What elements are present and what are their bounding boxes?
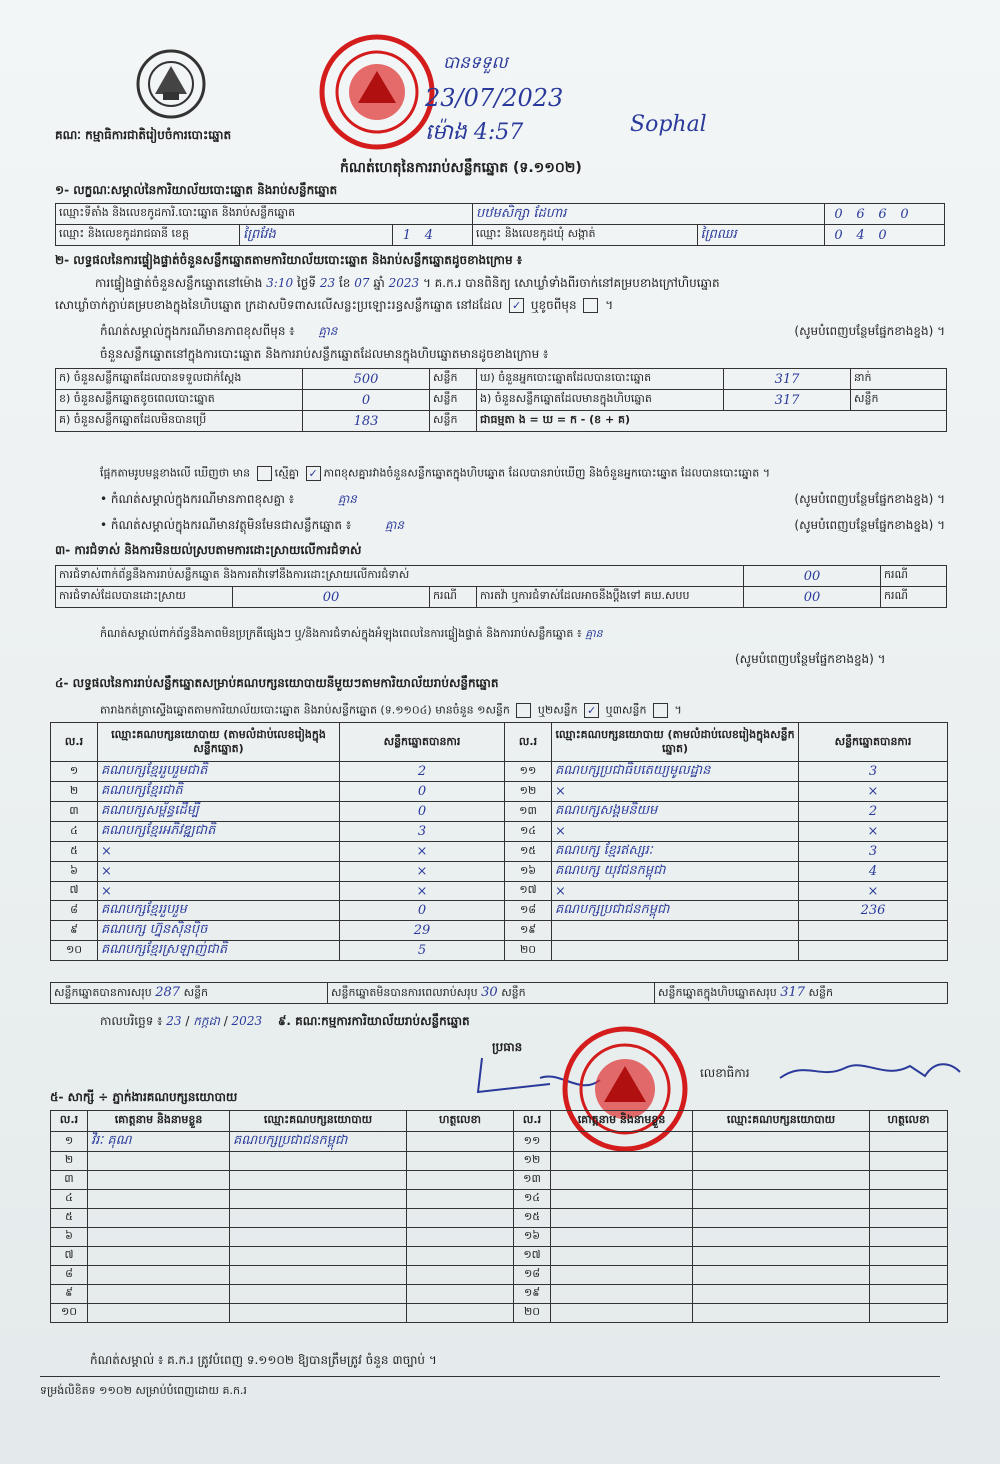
witness-name (551, 1171, 693, 1190)
secretary-label: លេខាធិការ (700, 1066, 750, 1080)
witness-signature (407, 1228, 514, 1247)
totals-table (50, 982, 948, 1004)
row-no: ១១ (505, 762, 552, 782)
valid-votes (799, 941, 948, 961)
province-label: ឈ្មោះ និងលេខកូដរាជធានី ខេត្ត (56, 225, 240, 246)
results-row (51, 921, 948, 941)
party-name: គណបក្សប្រជាជនកម្ពុជា (552, 901, 799, 921)
witness-signature (407, 1247, 514, 1266)
witness-name (551, 1228, 693, 1247)
row-no: ៤ (51, 822, 98, 842)
complaints-table (55, 565, 947, 608)
witness-party (693, 1132, 870, 1152)
foreign-object-note-value: គ្មាន (384, 518, 405, 532)
witness-name (551, 1209, 693, 1228)
witness-party (230, 1247, 407, 1266)
row-no: ១៦ (514, 1228, 551, 1247)
two-sheets-checkbox[interactable]: ✓ (584, 703, 599, 718)
col-no: ល.រ (514, 1111, 551, 1132)
party-name: គណបក្ស ខ្មែរឥស្សរៈ (552, 842, 799, 862)
row-no: ១៨ (514, 1266, 551, 1285)
received-ballots-label: ក) ចំនួនសន្លឹកឆ្នោតដែលបានទទួលជាក់ស្ដែង (56, 369, 303, 390)
col-party: ឈ្មោះគណបក្សនយោបាយ (តាមលំដាប់លេខរៀងក្នុងសន្លឹកឆ្នោត) (98, 723, 340, 762)
formula: ជាធម្មតា ង = ឃ = ក - (ខ + គ) (477, 411, 947, 432)
valid-votes (799, 921, 948, 941)
results-row (51, 762, 948, 782)
valid-votes: 3 (799, 762, 948, 782)
irregularity-note-value: គ្មាន (585, 627, 603, 640)
witness-row (51, 1171, 948, 1190)
valid-votes: 4 (799, 862, 948, 882)
row-no: ១៤ (505, 822, 552, 842)
party-name: គណបក្សប្រជាធិបតេយ្យមូលដ្ឋាន (552, 762, 799, 782)
row-no: ៩ (51, 1285, 88, 1304)
witness-name (88, 1285, 230, 1304)
witness-party (693, 1228, 870, 1247)
commune-value: ព្រៃឈរ (697, 225, 824, 246)
unit-label: នាក់ (851, 369, 947, 390)
ballots-in-box-value: 317 (724, 390, 851, 411)
witness-signature (870, 1152, 948, 1171)
row-no: ៨ (51, 901, 98, 921)
intact-checkbox[interactable]: ✓ (509, 298, 524, 313)
witness-party (693, 1247, 870, 1266)
witness-party (230, 1266, 407, 1285)
col-party: ឈ្មោះគណបក្សនយោបាយ (693, 1111, 870, 1132)
witness-row (51, 1190, 948, 1209)
col-name: គោត្តនាម និងនាមខ្លួន (88, 1111, 230, 1132)
commune-code: 0 4 0 (824, 225, 945, 246)
footer-note: កំណត់សម្គាល់ ៖ គ.ក.រ ត្រូវបំពេញ ទ.១១០២ ឱ្យបានត្រឹមត្រូវ ចំនួន ៣ច្បាប់ ។ (90, 1353, 437, 1367)
count-intro: ចំនួនសន្លឹកឆ្នោតនៅក្នុងការបោះឆ្នោត និងការរាប់សន្លឹកឆ្នោតដែលមានក្នុងហិបឆ្នោតមានដូចខាងក្រោម ៖ (100, 347, 549, 361)
received-time: ម៉ោង 4:57 (425, 120, 524, 145)
valid-votes: 236 (799, 901, 948, 921)
witness-signature (870, 1190, 948, 1209)
witness-signature (870, 1228, 948, 1247)
witness-signature (407, 1304, 514, 1323)
witness-name (88, 1209, 230, 1228)
verification-day: 23 (319, 276, 336, 290)
row-no: ១៧ (505, 882, 552, 901)
witness-row (51, 1228, 948, 1247)
witness-name (551, 1247, 693, 1266)
witness-name (551, 1285, 693, 1304)
committee-label: ៩. គណៈកម្មការការិយាល័យរាប់សន្លឹកឆ្នោត (277, 1014, 470, 1028)
witness-signature (870, 1285, 948, 1304)
row-no: ២០ (505, 941, 552, 961)
row-no: ១៣ (514, 1171, 551, 1190)
commune-label: ឈ្មោះ និងលេខកូដឃុំ សង្កាត់ (473, 225, 698, 246)
witness-name (88, 1228, 230, 1247)
damaged-checkbox[interactable] (583, 298, 598, 313)
voters-label: ឃ) ចំនួនអ្នកបោះឆ្នោតដែលបានបោះឆ្នោត (477, 369, 724, 390)
witness-signature (407, 1171, 514, 1190)
fill-hint: (សូមបំពេញបន្ថែមផ្នែកខាងខ្នង) ។ (735, 652, 886, 666)
official-stamp-icon (318, 33, 436, 151)
case-unit: ករណី (430, 587, 477, 608)
unit-label: សន្លឹក (430, 390, 477, 411)
verification-line: ការផ្ទៀងផ្ទាត់ចំនួនសន្លឹកឆ្នោតនៅម៉ោង 3:10 ថ្ងៃទី 23 ខែ 07 ឆ្នាំ 2023 ។ គ.ក.រ បានពិនិត្យ សោឃ្លាំទាំងពីរចាក់នៅគម្របខាងក្រៅហិបឆ្នោត (95, 276, 720, 290)
witness-row (51, 1285, 948, 1304)
valid-votes: 3 (340, 822, 505, 842)
witness-name (551, 1304, 693, 1323)
received-label: បានទទួល (443, 53, 508, 73)
witness-signature (870, 1132, 948, 1152)
row-no: ១៣ (505, 802, 552, 822)
row-no: ១៧ (514, 1247, 551, 1266)
valid-votes: × (340, 882, 505, 901)
total-invalid: សន្លឹកឆ្នោតមិនបានការពេលរាប់សរុប 30 សន្លឹក (328, 983, 655, 1004)
row-no: ១៩ (505, 921, 552, 941)
seal-note-line: កំណត់សម្គាល់ក្នុងករណីមានភាពខុសពីមុន ៖ គ្មាន (សូមបំពេញបន្ថែមផ្នែកខាងខ្នង) ។ (100, 324, 945, 338)
witness-row (51, 1209, 948, 1228)
date-line: កាលបរិច្ឆេទ ៖ 23 / កក្កដា / 2023 ៩. គណៈកម្មការការិយាល័យរាប់សន្លឹកឆ្នោត (100, 1014, 470, 1028)
valid-votes: 3 (799, 842, 948, 862)
spoiled-ballots-value: 0 (303, 390, 430, 411)
witness-party (693, 1190, 870, 1209)
party-name: × (98, 882, 340, 901)
total-in-box-value: 317 (780, 984, 806, 1000)
unit-label: សន្លឹក (851, 390, 947, 411)
valid-votes: 2 (340, 762, 505, 782)
date-year: 2023 (231, 1014, 263, 1028)
witness-party (230, 1304, 407, 1323)
voters-value: 317 (724, 369, 851, 390)
tally-sheets-line: តារាងកត់ត្រាស្ទើងឆ្នោតតាមការិយាល័យបោះឆ្នោត និងរាប់សន្លឹកឆ្នោត (ទ.១១០៤) មានចំនួន ១សន្លឹក ឬ២សន្លឹក ✓ ឬ៣សន្លឹក ។ (100, 703, 682, 717)
results-row (51, 802, 948, 822)
witness-party (230, 1152, 407, 1171)
foreign-object-note: • កំណត់សម្គាល់ក្នុងករណីមានវត្ថុមិនមែនជាសន្លឹកឆ្នោត ៖ គ្មាន (សូមបំពេញបន្ថែមផ្នែកខាងខ្នង) ។ (100, 518, 945, 532)
witness-signature (407, 1266, 514, 1285)
witness-signature (870, 1266, 948, 1285)
received-date: 23/07/2023 (425, 84, 564, 112)
case-unit: ករណី (881, 587, 947, 608)
station-code: 0 6 6 0 (824, 204, 945, 225)
col-name: គោត្តនាម និងនាមខ្លួន (551, 1111, 693, 1132)
col-valid: សន្លឹកឆ្នោតបានការ (340, 723, 505, 762)
resolved-value: 00 (233, 587, 430, 608)
valid-votes: 2 (799, 802, 948, 822)
witness-name (551, 1266, 693, 1285)
row-no: ២ (51, 1152, 88, 1171)
witness-signature (870, 1209, 948, 1228)
row-no: ៣ (51, 1171, 88, 1190)
witness-party (230, 1228, 407, 1247)
row-no: ៥ (51, 1209, 88, 1228)
date-day: 23 (166, 1014, 182, 1028)
section1-title: ១- លក្ខណៈសម្គាល់នៃការិយាល័យបោះឆ្នោត និងរាប់សន្លឹកឆ្នោត (55, 183, 338, 197)
three-sheets-checkbox[interactable] (653, 703, 668, 718)
province-value: ព្រៃវែង (240, 225, 393, 246)
valid-votes: 5 (340, 941, 505, 961)
row-no: ២ (51, 782, 98, 802)
witness-party (230, 1171, 407, 1190)
row-no: ៧ (51, 882, 98, 901)
row-no: ១២ (505, 782, 552, 802)
equal-checkbox[interactable] (257, 466, 272, 481)
nec-logo-icon (135, 48, 207, 120)
row-no: ១៨ (505, 901, 552, 921)
valid-votes: 0 (340, 802, 505, 822)
section2-title: ២- លទ្ធផលនៃការផ្ទៀងផ្ទាត់ចំនួនសន្លឹកឆ្នោតតាមការិយាល័យបោះឆ្នោត និងរាប់សន្លឹកឆ្នោតដូចខាងក្រោម ៖ (55, 253, 523, 267)
col-party: ឈ្មោះគណបក្សនយោបាយ (តាមលំដាប់លេខរៀងក្នុងសន្លឹកឆ្នោត) (552, 723, 799, 762)
witness-party (693, 1209, 870, 1228)
witness-name (88, 1190, 230, 1209)
witness-row (51, 1304, 948, 1323)
col-party: ឈ្មោះគណបក្សនយោបាយ (230, 1111, 407, 1132)
polling-station-value: បឋមសិក្សា ដែហារ (473, 204, 825, 225)
verification-time: 3:10 (266, 276, 294, 290)
total-valid-value: 287 (155, 984, 181, 1000)
col-sign: ហត្ថលេខា (870, 1111, 948, 1132)
witness-name (88, 1304, 230, 1323)
party-name (552, 941, 799, 961)
valid-votes: 0 (340, 901, 505, 921)
witness-row (51, 1247, 948, 1266)
row-no: ៨ (51, 1266, 88, 1285)
party-name: គណបក្សសម្ព័ន្ធដើម្បី (98, 802, 340, 822)
party-name: គណបក្សខ្មែរអភិវឌ្ឍជាតិ (98, 822, 340, 842)
results-row (51, 941, 948, 961)
party-name: គណបក្សខ្មែររួបរួមជាតិ (98, 762, 340, 782)
row-no: ៤ (51, 1190, 88, 1209)
spoiled-ballots-label: ខ) ចំនួនសន្លឹកឆ្នោតខូចពេលបោះឆ្នោត (56, 390, 303, 411)
row-no: ១៤ (514, 1190, 551, 1209)
difference-checkbox[interactable]: ✓ (306, 466, 321, 481)
row-no: ២០ (514, 1304, 551, 1323)
row-no: ១១ (514, 1132, 551, 1152)
row-no: ១៩ (514, 1285, 551, 1304)
results-row (51, 822, 948, 842)
section5-title: ៥- សាក្សី ÷ ភ្នាក់ងារគណបក្សនយោបាយ (50, 1090, 238, 1104)
witness-name (88, 1171, 230, 1190)
witness-party (693, 1285, 870, 1304)
difference-note-value: គ្មាន (337, 492, 357, 506)
unused-ballots-label: គ) ចំនួនសន្លឹកឆ្នោតដែលមិនបានប្រើ (56, 411, 303, 432)
results-row (51, 782, 948, 802)
resolved-label: ការជំទាស់ដែលបានដោះស្រាយ (56, 587, 233, 608)
compare-line: ផ្អែកតាមរូបមន្តខាងលើ ឃើញថា មាន ស្មើគ្នា ✓ ភាពខុសគ្នារវាងចំនួនសន្លឹកឆ្នោតក្នុងហិបឆ្នោត ដែលបានរាប់ឃើញ និងចំនួនអ្នកបោះឆ្នោត ដែលបានបោះឆ្នោត ។ (100, 466, 770, 480)
results-row (51, 862, 948, 882)
party-name: គណបក្សខ្មែរស្រឡាញ់ជាតិ (98, 941, 340, 961)
witness-name (88, 1247, 230, 1266)
col-no: ល.រ (51, 1111, 88, 1132)
party-name: × (552, 882, 799, 901)
party-name: គណបក្ស ហ្វ៊ុនស៊ិនប៉ិច (98, 921, 340, 941)
seal-line: សោឃ្លាំចាក់ភ្ជាប់គម្របខាងក្នុងនៃហិបឆ្នោត ក្រដាសបិទពាសលើសន្លះប្រឡោះរន្ធសន្លឹកឆ្នោត នៅដដែល ✓ ឬខូចពីមុន ។ (55, 298, 614, 312)
valid-votes: × (340, 862, 505, 882)
valid-votes: × (799, 822, 948, 842)
results-row (51, 842, 948, 862)
col-valid: សន្លឹកឆ្នោតបានការ (799, 723, 948, 762)
witness-signature (407, 1152, 514, 1171)
ballot-count-table (55, 368, 947, 432)
ballots-in-box-label: ង) ចំនួនសន្លឹកឆ្នោតដែលមានក្នុងហិបឆ្នោត (477, 390, 724, 411)
witness-signature (407, 1209, 514, 1228)
appeal-value: 00 (744, 587, 881, 608)
appeal-label: ការតវ៉ា ឬការជំទាស់ដែលអាចនឹងប្ដឹងទៅ គឃ.សបប (477, 587, 744, 608)
witness-party (230, 1190, 407, 1209)
party-name: × (98, 842, 340, 862)
witness-party (693, 1266, 870, 1285)
valid-votes: 29 (340, 921, 505, 941)
date-month: កក្កដា (193, 1014, 220, 1028)
one-sheet-checkbox[interactable] (516, 703, 531, 718)
verification-month: 07 (354, 276, 370, 290)
party-name (552, 921, 799, 941)
witness-name (88, 1266, 230, 1285)
party-name: × (98, 862, 340, 882)
row-no: ១៥ (505, 842, 552, 862)
witness-name: វិរៈ គុណ (88, 1132, 230, 1152)
witness-row (51, 1266, 948, 1285)
received-ballots-value: 500 (303, 369, 430, 390)
form-title: កំណត់ហេតុនៃការរាប់សន្លឹកឆ្នោត (ទ.១១០២) (340, 160, 582, 176)
witness-signature (870, 1171, 948, 1190)
witness-party (230, 1285, 407, 1304)
witness-signature (407, 1132, 514, 1152)
party-name: គណបក្ស យុវជនកម្ពុជា (552, 862, 799, 882)
received-by: Sophal (630, 112, 707, 137)
row-no: ១ (51, 762, 98, 782)
difference-note: • កំណត់សម្គាល់ក្នុងករណីមានភាពខុសគ្នា ៖ គ្មាន (សូមបំពេញបន្ថែមផ្នែកខាងខ្នង) ។ (100, 492, 945, 506)
chair-label: ប្រធាន (492, 1040, 523, 1054)
row-no: ១ (51, 1132, 88, 1152)
row-no: ១០ (51, 1304, 88, 1323)
results-row (51, 882, 948, 901)
org-name: គណៈ កម្មាធិការជាតិរៀបចំការបោះឆ្នោត (55, 128, 232, 142)
polling-station-label: ឈ្មោះទីតាំង និងលេខកូដការិ.បោះឆ្នោត និងរាប់សន្លឹកឆ្នោត (56, 204, 473, 225)
col-no: ល.រ (51, 723, 98, 762)
row-no: ១៥ (514, 1209, 551, 1228)
irregularity-note: កំណត់សម្គាល់ពាក់ព័ន្ធនឹងភាពមិនប្រក្រតីផ្សេងៗ ឬ/និងការជំទាស់ក្នុងអំឡុងពេលនៃការផ្ទៀងផ្ទាត់ និងការរាប់សន្លឹកឆ្នោត ៖ គ្មាន (100, 627, 603, 640)
complaints-label: ការជំទាស់ពាក់ព័ន្ធនឹងការរាប់សន្លឹកឆ្នោត និងការតវ៉ាទៅនឹងការដោះស្រាយលើការជំទាស់ (56, 566, 744, 587)
unit-label: សន្លឹក (430, 411, 477, 432)
col-no: ល.រ (505, 723, 552, 762)
results-row (51, 901, 948, 921)
witness-party (693, 1171, 870, 1190)
secretary-signature-icon (775, 1050, 965, 1090)
witness-signature (407, 1285, 514, 1304)
valid-votes: × (799, 782, 948, 802)
col-sign: ហត្ថលេខា (407, 1111, 514, 1132)
row-no: ៦ (51, 1228, 88, 1247)
section4-title: ៤- លទ្ធផលនៃការរាប់សន្លឹកឆ្នោតសម្រាប់គណបក្សនយោបាយនីមួយៗតាមការិយាល័យរាប់សន្លឹកឆ្នោត (55, 676, 499, 690)
results-table (50, 722, 948, 961)
party-name: × (552, 822, 799, 842)
witness-name (551, 1152, 693, 1171)
row-no: ១០ (51, 941, 98, 961)
section3-title: ៣- ការជំទាស់ និងការមិនយល់ស្របតាមការដោះស្រាយលើការជំទាស់ (55, 543, 362, 557)
witness-table (50, 1110, 948, 1323)
total-valid: សន្លឹកឆ្នោតបានការសរុប 287 សន្លឹក (51, 983, 328, 1004)
party-name: គណបក្សខ្មែរជាតិ (98, 782, 340, 802)
row-no: ៦ (51, 862, 98, 882)
row-no: ៥ (51, 842, 98, 862)
form-code: ទម្រង់លិខិតទ ១១០២ សម្រាប់បំពេញដោយ គ.ក.រ (40, 1384, 247, 1397)
witness-signature (407, 1190, 514, 1209)
party-name: គណបក្សសង្គមនិយម (552, 802, 799, 822)
witness-party (693, 1304, 870, 1323)
witness-name (88, 1152, 230, 1171)
total-in-box: សន្លឹកឆ្នោតក្នុងហិបឆ្នោតសរុប 317 សន្លឹក (655, 983, 948, 1004)
unused-ballots-value: 183 (303, 411, 430, 432)
province-code: 1 4 (392, 225, 472, 246)
section1-table (55, 203, 945, 246)
total-invalid-value: 30 (481, 984, 498, 1000)
witness-name (551, 1190, 693, 1209)
row-no: ១២ (514, 1152, 551, 1171)
valid-votes: × (340, 842, 505, 862)
witness-name (551, 1132, 693, 1152)
seal-note-value: គ្មាន (318, 324, 338, 338)
witness-party (693, 1152, 870, 1171)
unit-label: សន្លឹក (430, 369, 477, 390)
complaints-value: 00 (744, 566, 881, 587)
row-no: ១៦ (505, 862, 552, 882)
witness-signature (870, 1304, 948, 1323)
witness-row (51, 1132, 948, 1152)
witness-signature (870, 1247, 948, 1266)
valid-votes: 0 (340, 782, 505, 802)
valid-votes: × (799, 882, 948, 901)
verification-year: 2023 (388, 276, 420, 290)
row-no: ៧ (51, 1247, 88, 1266)
row-no: ៩ (51, 921, 98, 941)
party-name: × (552, 782, 799, 802)
row-no: ៣ (51, 802, 98, 822)
witness-row (51, 1152, 948, 1171)
case-unit: ករណី (881, 566, 947, 587)
witness-party (230, 1209, 407, 1228)
witness-party: គណបក្សប្រជាជនកម្ពុជា (230, 1132, 407, 1152)
party-name: គណបក្សខ្មែររួបរួម (98, 901, 340, 921)
